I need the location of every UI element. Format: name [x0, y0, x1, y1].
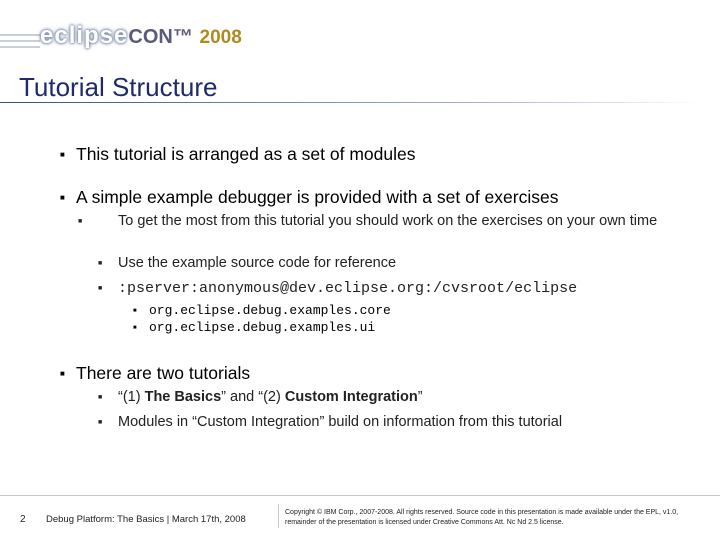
- tutorial-basics-name: The Basics: [144, 389, 222, 405]
- bullet-icon: ■: [78, 218, 83, 225]
- bullet-item-3: [60, 363, 250, 384]
- bullet-icon: ■: [60, 193, 65, 202]
- bullet-item-2-sub-2-text: Use the example source code for reference: [118, 255, 397, 271]
- bullet-item-1: [60, 144, 415, 165]
- bullet-item-2-sub-3-a: [133, 303, 391, 318]
- project-core-name: org.eclipse.debug.examples.core: [149, 303, 391, 318]
- bullet-item-2: [60, 187, 558, 208]
- footer-divider: [278, 504, 279, 528]
- bullet-icon: ■: [98, 260, 103, 267]
- page-number: 2: [20, 514, 26, 525]
- bullet-item-2-text: A simple example debugger is provided with a set of exercises: [76, 187, 559, 207]
- bullet-icon: ■: [98, 394, 103, 401]
- slide-title: Tutorial Structure: [19, 72, 218, 102]
- bullet-icon: ■: [60, 150, 65, 159]
- bullet-icon: ■: [98, 285, 103, 292]
- logo-wordmark: [40, 22, 242, 52]
- tutorial-custom-integration-name: Custom Integration: [284, 389, 418, 405]
- tutorials-text-pre: “(1): [118, 389, 145, 405]
- bullet-item-3-sub-1: [98, 389, 423, 405]
- cvs-repository-path: :pserver:anonymous@dev.eclipse.org:/cvsroot/eclipse: [118, 280, 578, 297]
- bullet-item-2-sub-2: [98, 255, 396, 271]
- bullet-icon: ■: [60, 369, 65, 378]
- bullet-item-3-sub-2-text: Modules in “Custom Integration” build on information from this tutorial: [118, 414, 563, 430]
- project-ui-name: org.eclipse.debug.examples.ui: [149, 320, 376, 335]
- footer-event-info: Debug Platform: The Basics | March 17th, 2008: [46, 514, 246, 525]
- tutorials-text-mid: ” and “(2): [221, 389, 285, 405]
- tutorials-text-post: ”: [417, 389, 423, 405]
- bullet-item-2-sub-1: [78, 213, 688, 230]
- footer-copyright: Copyright © IBM Corp., 2007-2008. All rights reserved. Source code in this presentation is made available under the EPL, v1.0, remainder of the presentation is licensed under Creative Commons Att. Nc Nd 2.5 license.: [285, 509, 679, 526]
- bullet-item-2-sub-3-b: [133, 320, 375, 335]
- footer-rule: [0, 495, 720, 496]
- bullet-item-3-sub-2: [98, 414, 562, 430]
- bullet-icon: ■: [98, 419, 103, 426]
- bullet-item-2-sub-1-text: To get the most from this tutorial you should work on the exercises on your own time: [118, 213, 658, 229]
- logo-con-text: CON™: [128, 26, 193, 48]
- logo-year-text: 2008: [199, 27, 242, 48]
- logo-eclipse-text: eclipse: [40, 22, 129, 49]
- title-rule: [0, 102, 700, 103]
- logo-speed-lines: [0, 34, 40, 52]
- bullet-icon: ■: [133, 308, 137, 314]
- eclipsecon-logo: [0, 12, 260, 58]
- bullet-item-1-text: This tutorial is arranged as a set of modules: [76, 144, 416, 164]
- bullet-icon: ■: [133, 325, 137, 331]
- bullet-item-2-sub-3: [98, 280, 577, 297]
- bullet-item-3-text: There are two tutorials: [76, 363, 251, 383]
